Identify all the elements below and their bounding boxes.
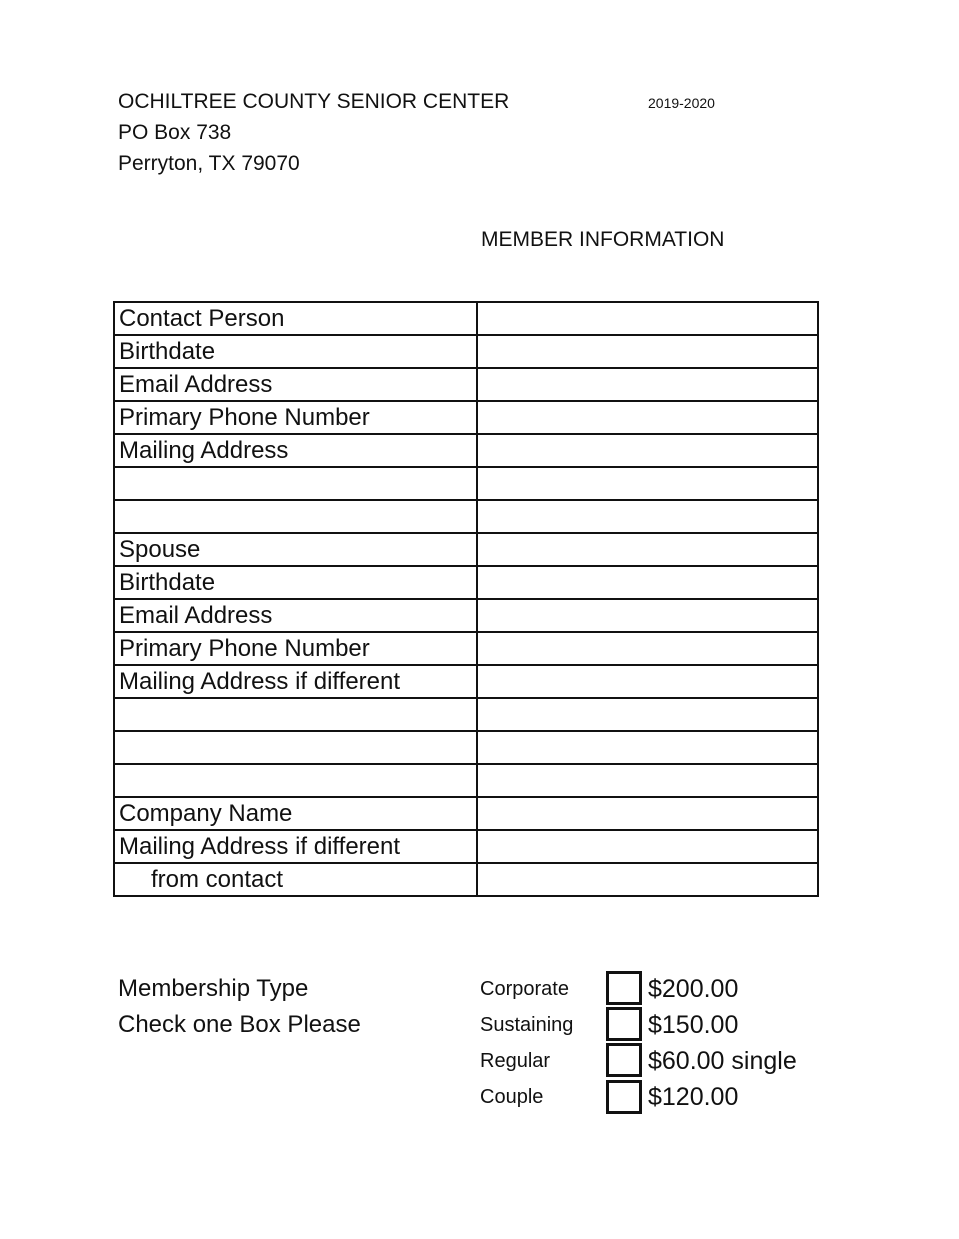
form-year: 2019-2020 [648, 95, 715, 111]
option-label-couple: Couple [480, 1086, 544, 1108]
row-value-field[interactable] [477, 764, 818, 797]
row-value-field[interactable] [477, 863, 818, 896]
table-row [114, 434, 818, 467]
option-price-corporate: $200.00 [648, 975, 739, 1003]
option-price-sustaining: $150.00 [648, 1011, 739, 1039]
row-label[interactable] [114, 500, 477, 533]
row-label: Email Address [114, 368, 477, 401]
row-value-field[interactable] [477, 467, 818, 500]
table-row [114, 665, 818, 698]
checkbox-sustaining[interactable] [606, 1007, 642, 1041]
row-value-field[interactable] [477, 566, 818, 599]
option-label-corporate: Corporate [480, 978, 569, 1000]
checkbox-regular[interactable] [606, 1043, 642, 1077]
section-title: MEMBER INFORMATION [481, 228, 725, 251]
table-row [114, 500, 818, 533]
row-label: Company Name [114, 797, 477, 830]
checkbox-corporate[interactable] [606, 971, 642, 1005]
row-label: Contact Person [114, 302, 477, 335]
row-value-field[interactable] [477, 302, 818, 335]
table-row [114, 764, 818, 797]
row-value-field[interactable] [477, 401, 818, 434]
row-value-field[interactable] [477, 500, 818, 533]
table-row [114, 797, 818, 830]
option-price-couple: $120.00 [648, 1083, 739, 1111]
city-line: Perryton, TX 79070 [118, 152, 300, 175]
org-name: OCHILTREE COUNTY SENIOR CENTER [118, 90, 510, 113]
row-value-field[interactable] [477, 632, 818, 665]
table-row [114, 533, 818, 566]
row-label: Primary Phone Number [114, 401, 477, 434]
row-label[interactable] [114, 698, 477, 731]
row-label: Mailing Address if different [114, 665, 477, 698]
membership-instruction: Check one Box Please [118, 1011, 361, 1038]
row-label[interactable] [114, 764, 477, 797]
row-label: Birthdate [114, 335, 477, 368]
table-row [114, 698, 818, 731]
table-row [114, 368, 818, 401]
row-value-field[interactable] [477, 533, 818, 566]
po-box: PO Box 738 [118, 121, 232, 144]
row-label: Primary Phone Number [114, 632, 477, 665]
row-value-field[interactable] [477, 599, 818, 632]
membership-type-title: Membership Type [118, 975, 309, 1002]
row-value-field[interactable] [477, 731, 818, 764]
row-value-field[interactable] [477, 830, 818, 863]
member-info-table [113, 301, 819, 897]
option-label-sustaining: Sustaining [480, 1014, 574, 1036]
row-value-field[interactable] [477, 665, 818, 698]
table-row [114, 599, 818, 632]
table-row [114, 863, 818, 896]
table-row [114, 632, 818, 665]
row-value-field[interactable] [477, 698, 818, 731]
row-label[interactable] [114, 467, 477, 500]
row-label: from contact [114, 863, 477, 896]
table-row [114, 830, 818, 863]
row-value-field[interactable] [477, 797, 818, 830]
table-row [114, 566, 818, 599]
row-value-field[interactable] [477, 368, 818, 401]
row-value-field[interactable] [477, 434, 818, 467]
table-row [114, 335, 818, 368]
table-row [114, 401, 818, 434]
table-row [114, 731, 818, 764]
row-label: Mailing Address if different [114, 830, 477, 863]
checkbox-couple[interactable] [606, 1080, 642, 1114]
row-label: Mailing Address [114, 434, 477, 467]
option-price-regular: $60.00 single [648, 1047, 797, 1075]
row-value-field[interactable] [477, 335, 818, 368]
row-label: Email Address [114, 599, 477, 632]
table-row [114, 302, 818, 335]
row-label[interactable] [114, 731, 477, 764]
table-row [114, 467, 818, 500]
row-label: Birthdate [114, 566, 477, 599]
option-label-regular: Regular [480, 1050, 551, 1072]
row-label: Spouse [114, 533, 477, 566]
